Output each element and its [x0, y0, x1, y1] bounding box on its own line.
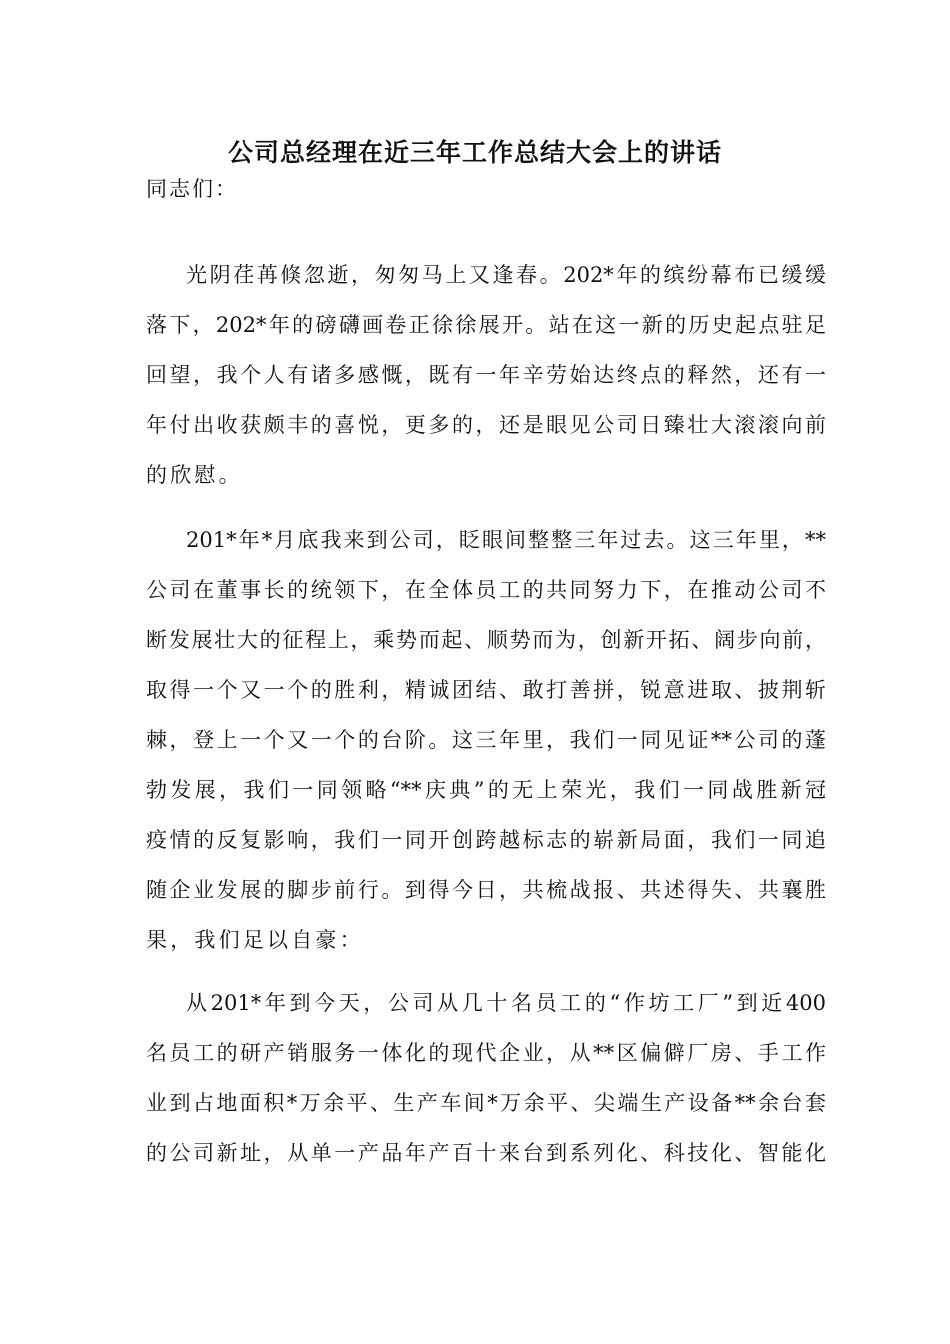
- paragraph-2-line-4: 取得一个又一个的胜利，精诚团结、敢打善拼，锐意进取、披荆斩: [146, 678, 826, 702]
- paragraph-1-line-1: 光阴荏苒倏忽逝，匆匆马上又逢春。202*年的缤纷幕布已缓缓: [186, 263, 826, 287]
- salutation: 同志们：: [146, 177, 238, 201]
- paragraph-2-line-9: 果，我们足以自豪：: [146, 928, 364, 952]
- paragraph-3-line-2: 名员工的研产销服务一体化的现代企业，从**区偏僻厂房、手工作: [146, 1041, 826, 1065]
- paragraph-2-line-3: 断发展壮大的征程上，乘势而起、顺势而为，创新开拓、阔步向前，: [146, 628, 826, 652]
- document-title: 公司总经理在近三年工作总结大会上的讲话: [227, 138, 722, 167]
- paragraph-2-line-1: 201*年*月底我来到公司，眨眼间整整三年过去。这三年里，**: [186, 528, 826, 552]
- paragraph-2-line-2: 公司在董事长的统领下，在全体员工的共同努力下，在推动公司不: [146, 578, 826, 602]
- paragraph-2-line-8: 随企业发展的脚步前行。到得今日，共梳战报、共述得失、共襄胜: [146, 878, 826, 902]
- paragraph-2-line-6: 勃发展，我们一同领略“**庆典”的无上荣光，我们一同战胜新冠: [146, 778, 826, 802]
- paragraph-2-line-5: 棘，登上一个又一个的台阶。这三年里，我们一同见证**公司的蓬: [146, 728, 826, 752]
- paragraph-1-line-5: 的欣慰。: [146, 463, 243, 487]
- paragraph-3-line-1: 从201*年到今天，公司从几十名员工的“作坊工厂”到近400: [186, 991, 826, 1015]
- paragraph-1-line-3: 回望，我个人有诸多感慨，既有一年辛劳始达终点的释然，还有一: [146, 363, 826, 387]
- paragraph-1-line-4: 年付出收获颇丰的喜悦，更多的，还是眼见公司日臻壮大滚滚向前: [146, 413, 826, 437]
- paragraph-1-line-2: 落下，202*年的磅礴画卷正徐徐展开。站在这一新的历史起点驻足: [146, 313, 826, 337]
- paragraph-3-line-4: 的公司新址，从单一产品年产百十来台到系列化、科技化、智能化: [146, 1141, 826, 1165]
- paragraph-2-line-7: 疫情的反复影响，我们一同开创跨越标志的崭新局面，我们一同追: [146, 828, 826, 852]
- paragraph-3-line-3: 业到占地面积*万余平、生产车间*万余平、尖端生产设备**余台套: [146, 1091, 826, 1115]
